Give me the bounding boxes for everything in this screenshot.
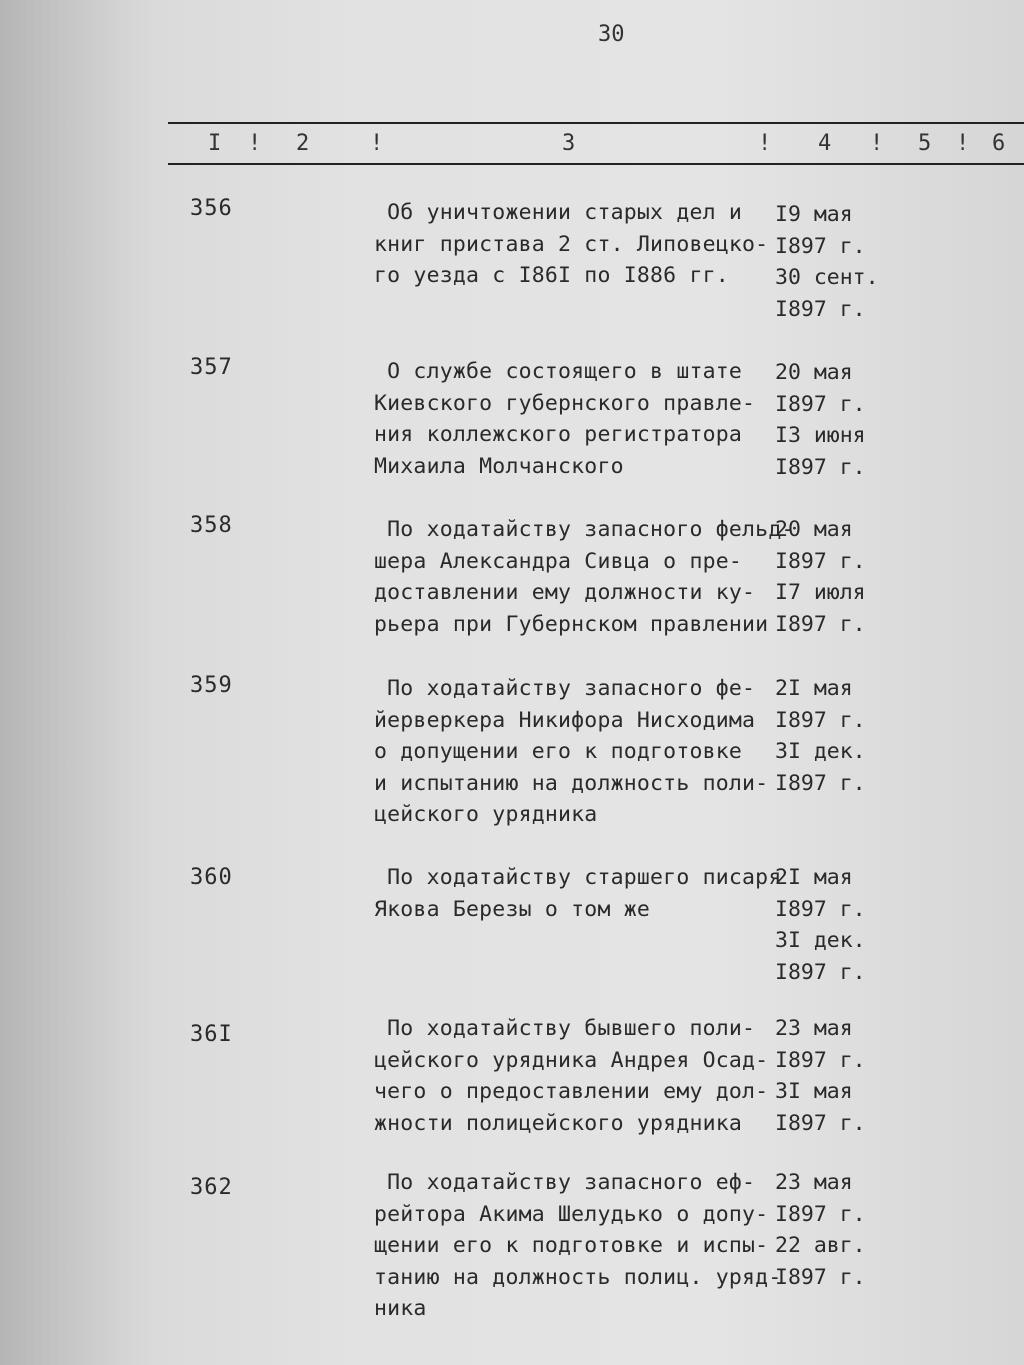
entry-number: 359 [190, 673, 233, 698]
entry-dates: 2I мая I897 г. 3I дек. I897 г. [775, 865, 866, 985]
entry-number: 360 [190, 865, 233, 890]
column-separator: ! [248, 131, 262, 156]
page-shadow [0, 0, 160, 1365]
header-rule-bottom [168, 163, 1024, 165]
entry-dates: I9 мая I897 г. 30 сент. I897 г. [775, 202, 879, 322]
entry-number: 36I [190, 1022, 233, 1047]
column-separator: ! [370, 131, 384, 156]
column-header-3: 3 [562, 131, 576, 156]
column-header-1: I [208, 131, 222, 156]
entry-title: Об уничтожении старых дел и книг пристава 2 ст. Липовецко- го уезда с I86I по I886 гг. [374, 200, 769, 288]
entry-dates: 23 мая I897 г. 3I мая I897 г. [775, 1016, 866, 1136]
entry-title: О службе состоящего в штате Киевского губернского правле- ния коллежского регистратора Михаила Молчанского [374, 359, 756, 479]
entry-dates: 20 мая I897 г. I3 июня I897 г. [775, 360, 866, 480]
column-separator: ! [758, 131, 772, 156]
column-header-4: 4 [818, 131, 832, 156]
column-header-6: 6 [992, 131, 1006, 156]
entry-dates: 23 мая I897 г. 22 авг. I897 г. [775, 1170, 866, 1290]
column-separator: ! [870, 131, 884, 156]
entry-title: По ходатайству старшего писаря Якова Березы о том же [374, 865, 782, 922]
column-header-2: 2 [296, 131, 310, 156]
entry-dates: 2I мая I897 г. 3I дек. I897 г. [775, 676, 866, 796]
entry-number: 356 [190, 196, 233, 221]
column-header-5: 5 [918, 131, 932, 156]
page-number: 30 [598, 22, 625, 47]
entry-title: По ходатайству запасного фе- йерверкера Никифора Нисходима о допущении его к подготовке и испытанию на должность поли- цейского урядника [374, 676, 769, 827]
entry-title: По ходатайству запасного еф- рейтора Акима Шелудько о допу- щении его к подготовке и испы- танию на должность полиц. уряд- ника [374, 1170, 782, 1321]
column-separator: ! [956, 131, 970, 156]
entry-dates: 20 мая I897 г. I7 июля I897 г. [775, 517, 866, 637]
header-rule-top [168, 122, 1024, 124]
entry-number: 357 [190, 355, 233, 380]
entry-title: По ходатайству бывшего поли- цейского урядника Андрея Осад- чего о предоставлении ему дол- жности полицейского урядника [374, 1016, 769, 1136]
entry-title: По ходатайству запасного фельд- шера Александра Сивца о пре- доставлении ему должности ку- рьера при Губернском правлении [374, 517, 795, 637]
entry-number: 358 [190, 513, 233, 538]
entry-number: 362 [190, 1175, 233, 1200]
